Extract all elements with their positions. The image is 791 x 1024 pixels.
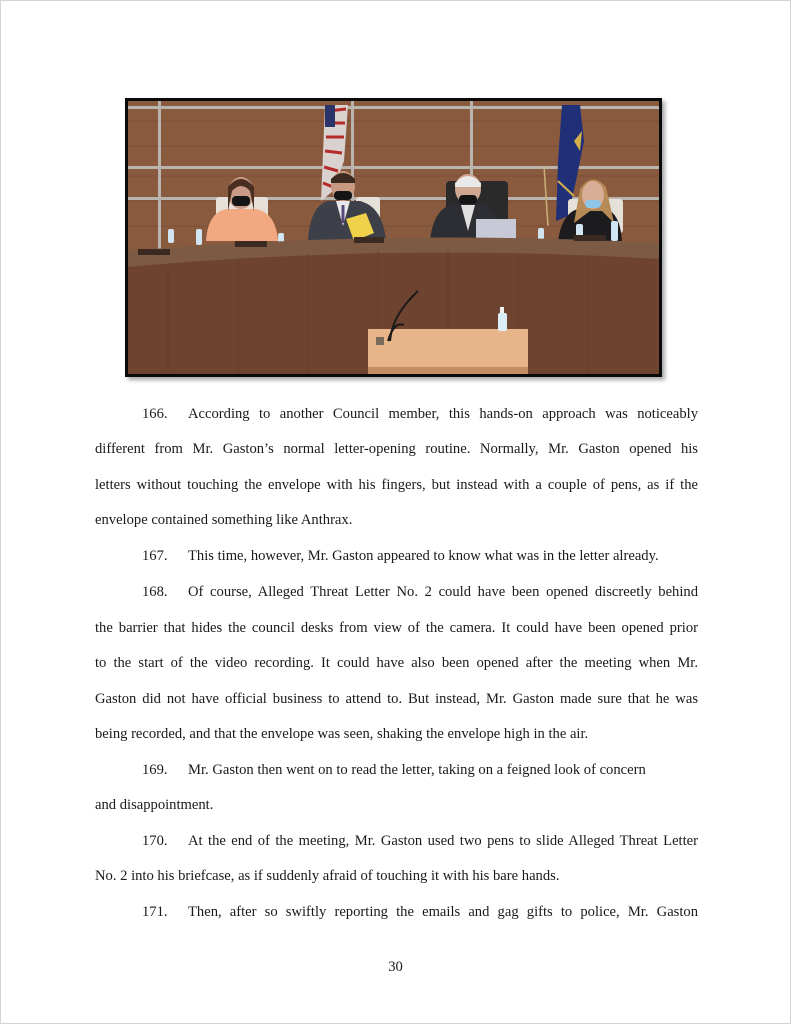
paragraph-line: 166. According to another Council member, this hands-on approach was noticeably bbox=[142, 406, 698, 422]
paragraph-line: Gaston did not have official business to attend to. But instead, Mr. Gaston made sure that he was bbox=[95, 691, 698, 707]
council-meeting-illustration bbox=[128, 101, 659, 374]
sanitizer-bottle bbox=[498, 313, 507, 331]
page-number: 30 bbox=[388, 959, 403, 975]
paragraph-number: 171. bbox=[142, 904, 168, 920]
paragraph-line: letters without touching the envelope with his fingers, but instead with a couple of pens, as if the bbox=[95, 477, 698, 493]
paragraph-number: 168. bbox=[142, 584, 168, 600]
paragraph-number: 170. bbox=[142, 833, 168, 849]
paragraph-line: 168. Of course, Alleged Threat Letter No. 2 could have been opened discreetly behind bbox=[142, 584, 698, 600]
paragraph-line: 169. Mr. Gaston then went on to read the letter, taking on a feigned look of concern bbox=[142, 762, 646, 778]
paragraph-line: envelope contained something like Anthrax. bbox=[95, 512, 353, 528]
paragraph-line: different from Mr. Gaston’s normal letter-opening routine. Normally, Mr. Gaston opened his bbox=[95, 441, 698, 457]
paragraph-line: being recorded, and that the envelope was seen, shaking the envelope high in the air. bbox=[95, 726, 589, 742]
paragraph-line: 167. This time, however, Mr. Gaston appeared to know what was in the letter already. bbox=[142, 548, 659, 564]
laptop bbox=[476, 219, 516, 239]
paragraph-line: No. 2 into his briefcase, as if suddenly afraid of touching it with his bare hands. bbox=[95, 868, 560, 884]
paragraph-number: 167. bbox=[142, 548, 168, 564]
paragraph-line: and disappointment. bbox=[95, 797, 214, 813]
paragraph-number: 166. bbox=[142, 406, 168, 422]
paragraph-line: the barrier that hides the council desks from view of the camera. It could have been opened prior bbox=[95, 620, 698, 636]
paragraph-line: to the start of the video recording. It could have also been opened after the meeting when Mr. bbox=[95, 655, 698, 671]
council-meeting-photo bbox=[125, 98, 662, 377]
paragraph-number: 169. bbox=[142, 762, 168, 778]
paragraph-line: 171. Then, after so swiftly reporting the emails and gag gifts to police, Mr. Gaston bbox=[142, 904, 698, 920]
paragraph-line: 170. At the end of the meeting, Mr. Gaston used two pens to slide Alleged Threat Letter bbox=[142, 833, 698, 849]
